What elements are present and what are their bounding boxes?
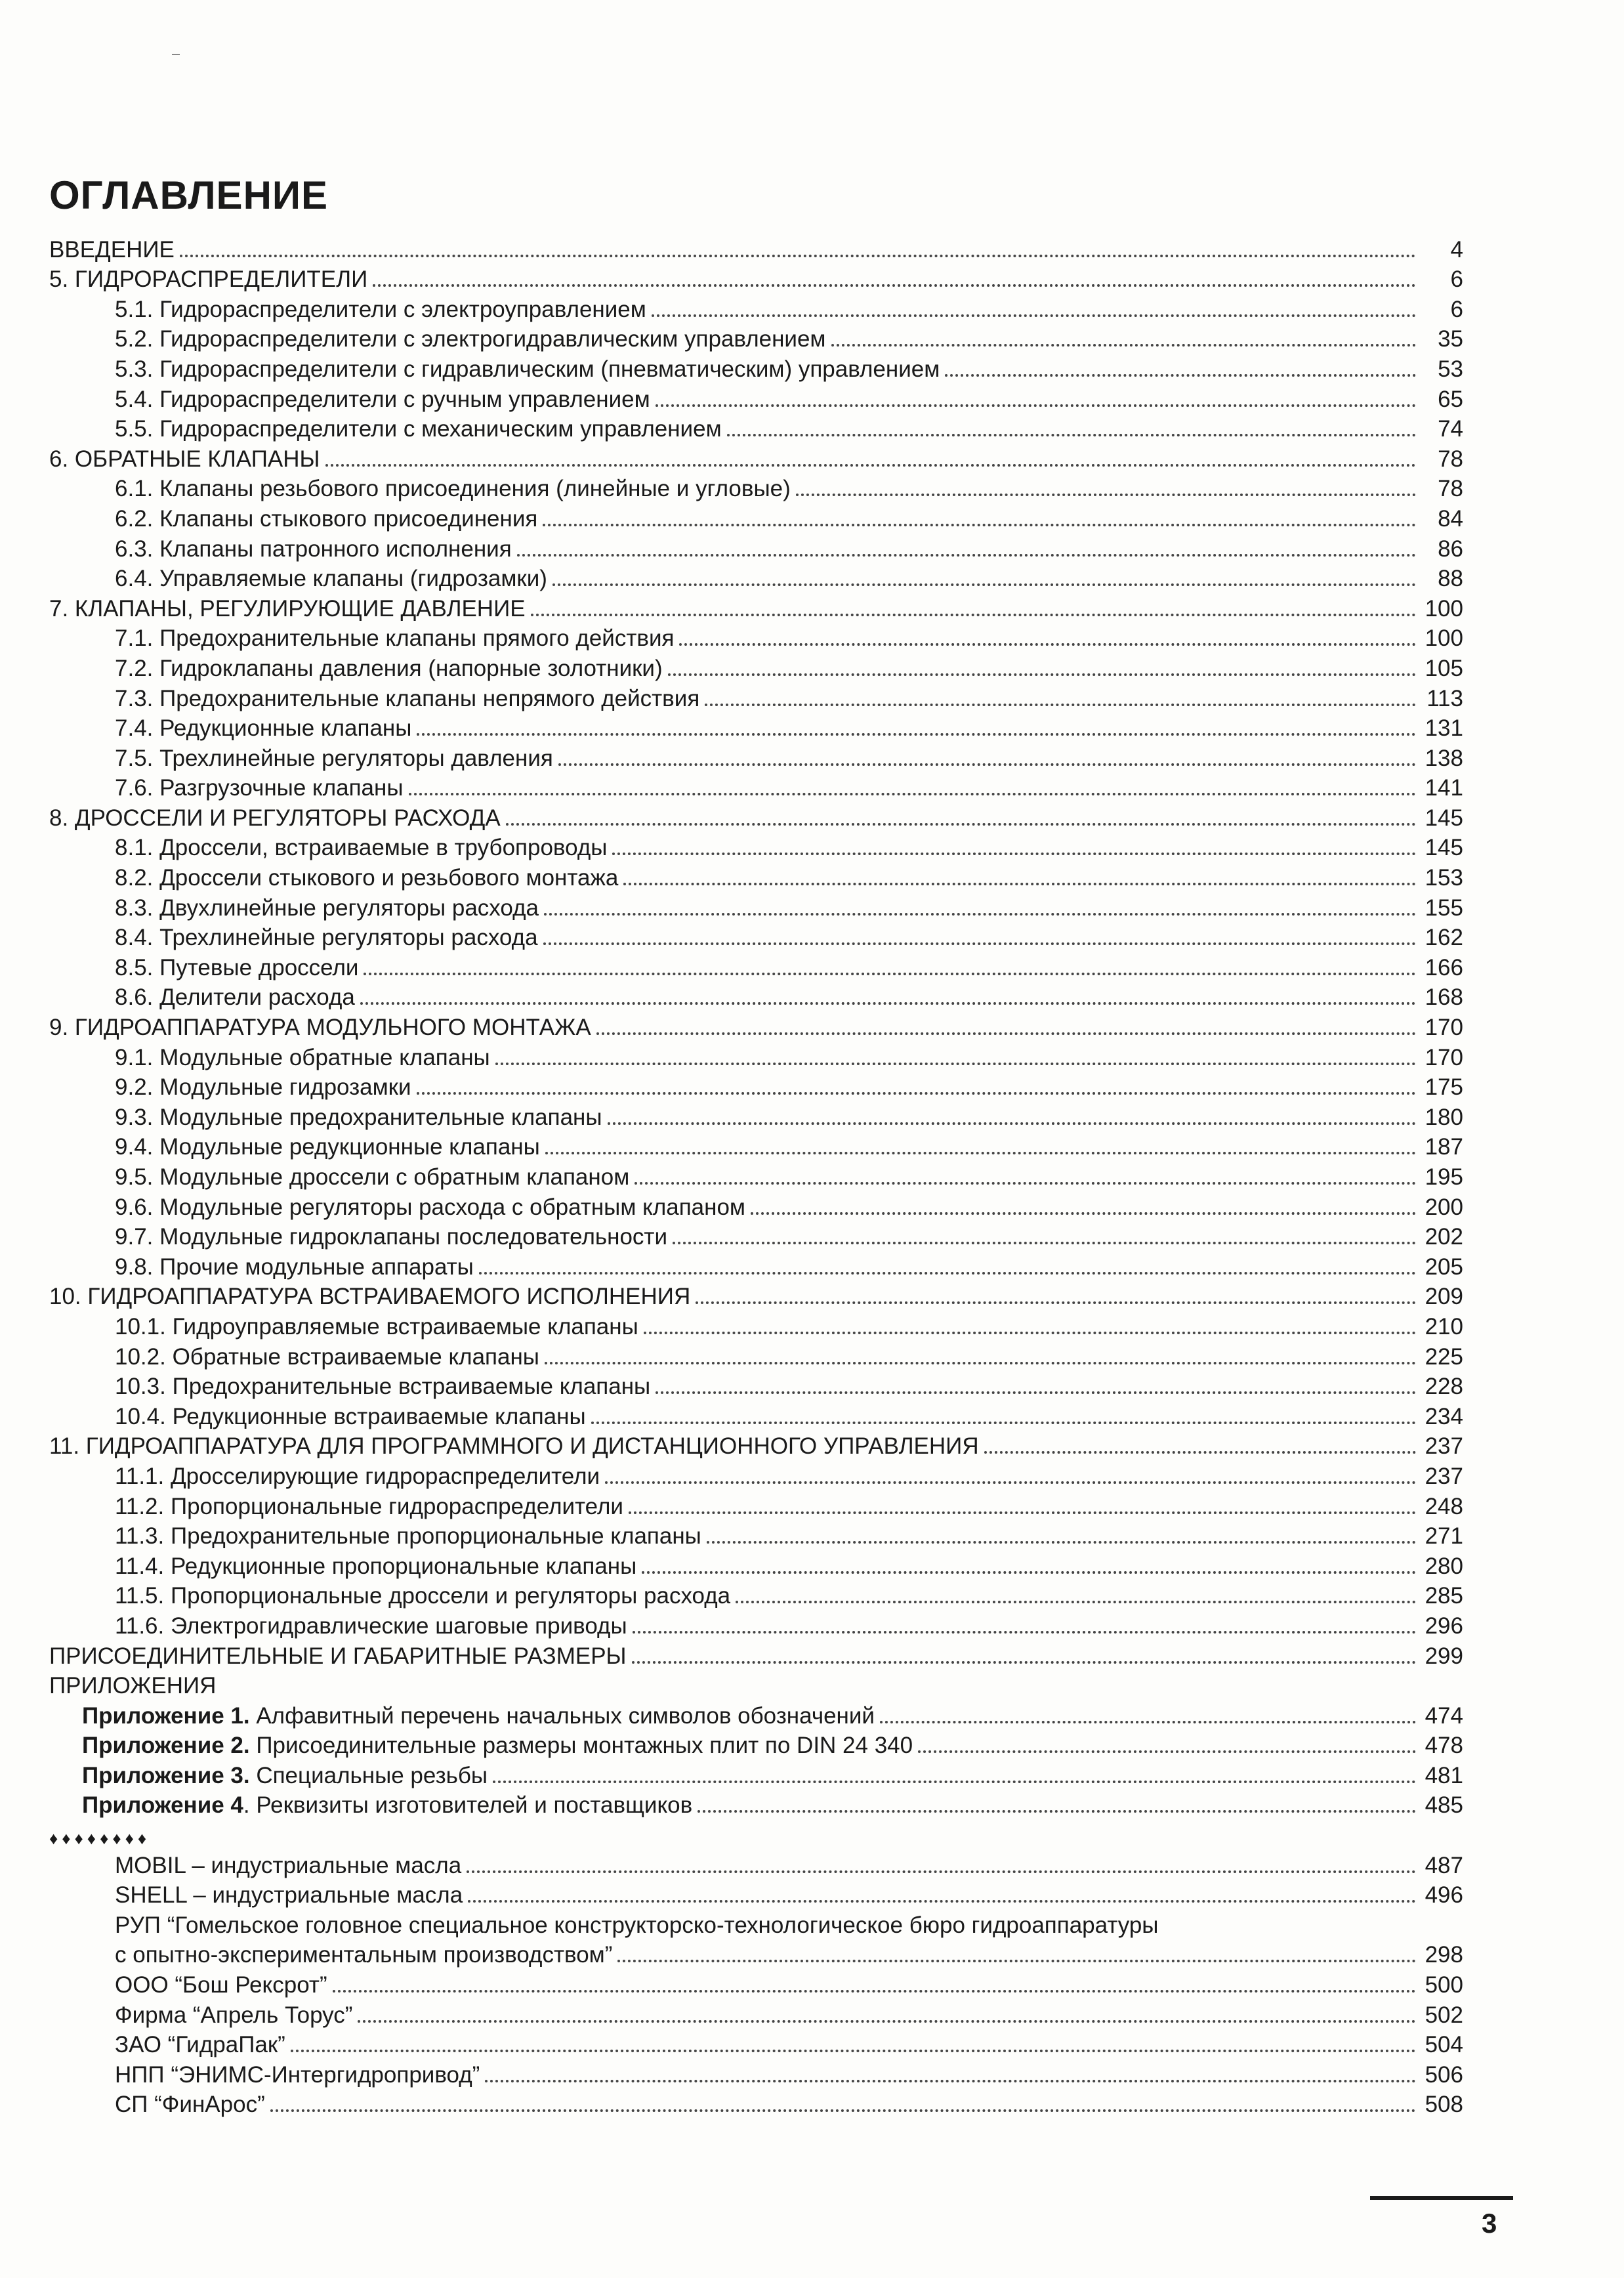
toc-entry [49,680,1463,710]
toc-entry [49,1308,1463,1338]
dot-leader [727,433,1416,436]
dot-leader [612,852,1416,855]
toc-entry [49,1069,1463,1099]
toc-page-number: 6 [1450,296,1463,322]
toc-entry [49,1966,1463,1996]
appendix-number: Приложение 1. [82,1702,250,1729]
toc-entry-label: 11.4. Редукционные пропорциональные клапаны [115,1553,637,1579]
toc-entry-label: 10.1. Гидроуправляемые встраиваемые клапаны [115,1313,638,1339]
toc-entry [49,471,1463,501]
toc-page-number: 478 [1425,1733,1463,1759]
toc-entry-label: 5.1. Гидрораспределители с электроуправлением [115,296,646,322]
dot-leader [736,1600,1416,1603]
toc-entry [49,321,1463,351]
toc-page-number: 500 [1425,1972,1463,1998]
toc-entry [49,1219,1463,1249]
toc-entry-label: ООО “Бош Рексрот” [115,1972,327,1998]
toc-entry [49,1518,1463,1548]
toc-page-number: 228 [1425,1374,1463,1400]
toc-page-number: 53 [1438,356,1463,382]
dot-leader [180,254,1416,257]
dot-leader [596,1032,1416,1035]
toc-entry-label [82,1794,695,1817]
toc-page-number: 209 [1425,1284,1463,1310]
dot-leader [545,1151,1416,1154]
appendix-title: Присоединительные размеры монтажных плит по DIN 24 340 [249,1733,913,1759]
toc-entry-label: 7. КЛАПАНЫ, РЕГУЛИРУЮЩИЕ ДАВЛЕНИЕ [49,595,526,622]
toc-entry [49,1607,1463,1637]
toc-page-number: 162 [1425,925,1463,951]
toc-page-number: 6 [1450,266,1463,293]
dot-leader [364,972,1416,975]
dot-leader [608,1122,1416,1125]
dot-leader [485,2079,1416,2082]
toc-page-number: 153 [1425,865,1463,891]
page-number: 3 [1482,2208,1497,2239]
toc-entry [49,979,1463,1009]
dot-leader [705,703,1416,706]
toc-entry-label: 6. ОБРАТНЫЕ КЛАПАНЫ [49,446,320,472]
dot-leader [558,763,1416,766]
toc-page-number: 180 [1425,1104,1463,1130]
toc-entry-label: 10.3. Предохранительные встраиваемые клапаны [115,1374,651,1400]
dot-leader [679,643,1416,646]
toc-entry [49,1578,1463,1608]
toc-page-number: 485 [1425,1792,1463,1819]
toc-page-number: 145 [1425,835,1463,861]
dot-leader [291,2049,1416,2052]
toc-entry [49,1996,1463,2027]
toc-page-number: 474 [1425,1702,1463,1729]
toc-entry [49,500,1463,530]
dot-leader [831,343,1417,347]
toc-page-number: 105 [1425,655,1463,681]
toc-entry-label: 5.3. Гидрораспределители с гидравлическим (пневматическим) управлением [115,356,940,382]
toc-section [49,1278,1463,1309]
toc-entry-label: 9.6. Модульные регуляторы расхода с обратным клапаном [115,1194,745,1220]
toc-entry [49,1158,1463,1189]
toc-entry [49,949,1463,979]
dot-leader [918,1750,1416,1753]
dot-leader [880,1720,1416,1723]
toc-page-number: 210 [1425,1313,1463,1339]
footer-rule [1370,2196,1513,2200]
toc-entry-label: 5.2. Гидрораспределители с электрогидравлическим управлением [115,326,826,352]
toc-page-number: 237 [1425,1463,1463,1489]
toc-page-number: 248 [1425,1493,1463,1519]
dot-leader [796,493,1416,496]
toc-entry [49,710,1463,740]
toc-entry [49,740,1463,770]
dot-leader [545,1361,1416,1364]
toc-page-number: 113 [1426,685,1463,711]
toc-entry-label: 8.4. Трехлинейные регуляторы расхода [115,925,538,951]
toc-entry-label: 6.1. Клапаны резьбового присоединения (линейные и угловые) [115,476,791,502]
toc-section [49,799,1463,830]
toc-entry-label: 7.4. Редукционные клапаны [115,715,412,742]
toc-page-number: 141 [1425,775,1463,801]
dot-leader [270,2109,1416,2112]
toc-page-number: 170 [1425,1044,1463,1070]
dot-leader [417,1091,1416,1095]
toc-entry [49,1847,1463,1877]
toc-entry [49,1817,1463,1847]
dot-leader [552,583,1416,586]
dot-leader [696,1301,1416,1304]
toc-entry-label: ВВЕДЕНИЕ [49,236,175,263]
dot-leader [617,1959,1416,1962]
toc-page-number: 155 [1425,895,1463,921]
toc-entry [49,381,1463,411]
toc-section [49,1428,1463,1458]
dot-leader [945,373,1416,377]
toc-entry-label: ПРИЛОЖЕНИЯ [49,1673,217,1699]
toc-entry [49,1697,1463,1727]
toc-entry [49,530,1463,560]
toc-entry-label: 9.3. Модульные предохранительные клапаны [115,1104,602,1130]
toc-page-number: 35 [1438,326,1463,352]
toc-page-number: 131 [1425,715,1463,742]
toc-entry [49,1757,1463,1787]
dot-leader [517,553,1416,557]
dot-leader [642,1571,1416,1574]
toc-section [49,1668,1463,1698]
toc-entry-label: 8.2. Дроссели стыкового и резьбового монтажа [115,865,619,891]
dot-leader [707,1540,1416,1544]
toc-entry-label: 7.6. Разгрузочные клапаны [115,775,404,801]
toc-entry-label [82,1734,915,1757]
toc-page-number: 74 [1438,416,1463,442]
dot-leader [543,942,1416,945]
appendix-number: Приложение 4 [82,1792,243,1819]
dot-leader [493,1780,1416,1783]
scan-speck [172,54,180,55]
toc-entry [49,1398,1463,1428]
toc-entry-label: 6.2. Клапаны стыкового присоединения [115,505,538,532]
dot-leader [697,1809,1416,1813]
table-of-contents [49,231,1463,2116]
dot-leader [495,1062,1416,1065]
toc-page-number: 205 [1425,1254,1463,1280]
toc-page-number: 65 [1438,386,1463,412]
toc-entry [49,1368,1463,1399]
toc-entry-label: SHELL – индустриальные масла [115,1882,463,1909]
dot-leader [506,822,1416,826]
toc-entry [49,2086,1463,2117]
appendix-number: Приложение 2. [82,1733,250,1759]
dot-leader [629,1511,1416,1514]
toc-page-number: 78 [1438,446,1463,472]
toc-page-number: 84 [1438,505,1463,532]
toc-entry [49,770,1463,800]
toc-page-number: 496 [1425,1882,1463,1909]
toc-page-number: 170 [1425,1015,1463,1041]
toc-page-number: 502 [1425,2002,1463,2028]
dot-leader [632,1660,1416,1664]
toc-entry [49,830,1463,860]
toc-entry-label: 7.5. Трехлинейные регуляторы давления [115,745,553,771]
toc-page-number: 271 [1425,1523,1463,1550]
toc-entry-label: 8. ДРОССЕЛИ И РЕГУЛЯТОРЫ РАСХОДА [49,805,501,831]
dot-leader [623,882,1416,885]
toc-entry-label: 10.4. Редукционные встраиваемые клапаны [115,1403,586,1429]
toc-entry [49,350,1463,381]
toc-entry [49,1937,1463,1967]
toc-entry [49,1488,1463,1518]
toc-entry [49,560,1463,591]
dot-leader [544,912,1416,916]
toc-page-number: 200 [1425,1194,1463,1220]
dot-leader [984,1450,1416,1454]
appendix-title: Специальные резьбы [249,1762,488,1788]
dot-leader [468,1899,1416,1903]
toc-entry [49,1129,1463,1159]
toc-entry [49,650,1463,680]
toc-entry-label: 7.2. Гидроклапаны давления (напорные золотники) [115,655,663,681]
dot-leader [591,1421,1416,1424]
toc-page-number: 100 [1425,625,1463,652]
toc-entry-label: 11.5. Пропорциональные дроссели и регуляторы расхода [115,1583,731,1609]
toc-entry [49,1458,1463,1488]
toc-entry-label: 11.6. Электрогидравлические шаговые приводы [115,1613,627,1639]
toc-page-number: 504 [1425,2032,1463,2058]
toc-entry [49,291,1463,321]
toc-entry-label: 10.2. Обратные встраиваемые клапаны [115,1343,539,1370]
dot-leader [333,1989,1416,1993]
toc-page-number: 202 [1425,1224,1463,1250]
toc-entry-label: СП “ФинАрос” [115,2092,265,2118]
dot-leader [644,1331,1416,1334]
toc-entry-label: 8.5. Путевые дроссели [115,954,359,981]
toc-entry-label: 9.8. Прочие модульные аппараты [115,1254,474,1280]
toc-page-number: 225 [1425,1343,1463,1370]
toc-entry [49,1548,1463,1578]
toc-section [49,440,1463,471]
dot-leader [325,463,1417,467]
toc-entry-label: 10. ГИДРОАППАРАТУРА ВСТРАИВАЕМОГО ИСПОЛНЕНИЯ [49,1284,691,1310]
toc-entry-label: 11.3. Предохранительные пропорциональные клапаны [115,1523,701,1550]
toc-page-number: 506 [1425,2061,1463,2088]
dot-leader [409,792,1417,795]
toc-entry-label: Фирма “Апрель Торус” [115,2002,353,2028]
toc-entry-label: 11.1. Дросселирующие гидрораспределители [115,1463,600,1489]
toc-entry-label: 6.4. Управляемые клапаны (гидрозамки) [115,566,547,592]
toc-entry-label: 11.2. Пропорциональные гидрораспределители [115,1493,623,1519]
toc-entry-label: 8.6. Делители расхода [115,984,355,1011]
dot-leader [656,404,1416,407]
toc-page-number: 166 [1425,954,1463,981]
toc-page-number: 296 [1425,1613,1463,1639]
appendix-number: Приложение 3. [82,1762,250,1788]
toc-entry [49,411,1463,441]
toc-page-number: 88 [1438,566,1463,592]
dot-leader [360,1002,1416,1005]
toc-page-number: 78 [1438,476,1463,502]
dot-leader [652,314,1416,317]
toc-section [49,261,1463,291]
toc-entry-label: 5.4. Гидрораспределители с ручным управлением [115,386,650,412]
toc-entry-label: 9.1. Модульные обратные клапаны [115,1044,490,1070]
toc-entry [49,919,1463,950]
toc-entry [49,1907,1463,1937]
dot-leader [417,732,1416,736]
page-title: ОГЛАВЛЕНИЕ [49,173,329,217]
dot-leader [635,1181,1416,1185]
toc-entry-label: РУП “Гомельское головное специальное конструкторско-технологическое бюро гидроаппаратуры [115,1912,1159,1938]
toc-entry [49,1877,1463,1907]
toc-entry-label: 5.5. Гидрораспределители с механическим управлением [115,416,722,442]
toc-entry [49,620,1463,650]
toc-page-number: 508 [1425,2092,1463,2118]
appendix-title: . Реквизиты изготовителей и поставщиков [243,1792,693,1819]
toc-page-number: 86 [1438,536,1463,562]
dot-leader [633,1630,1416,1634]
toc-entry [49,889,1463,919]
toc-entry [49,1039,1463,1069]
toc-page-number: 299 [1425,1643,1463,1669]
toc-entry-label: 9.2. Модульные гидрозамки [115,1074,411,1101]
toc-entry-label: 11. ГИДРОАППАРАТУРА ДЛЯ ПРОГРАММНОГО И ДИСТАНЦИОННОГО УПРАВЛЕНИЯ [49,1433,979,1460]
toc-entry-label: ПРИСОЕДИНИТЕЛЬНЫЕ И ГАБАРИТНЫЕ РАЗМЕРЫ [49,1643,627,1669]
dot-leader [467,1870,1416,1873]
toc-page-number: 237 [1425,1433,1463,1460]
toc-entry-label [82,1764,490,1787]
toc-entry-label: НПП “ЭНИМС-Интергидропривод” [115,2061,480,2088]
toc-page-number: 138 [1425,745,1463,771]
dot-leader [673,1241,1416,1244]
toc-entry-label: с опытно-экспериментальным производством” [115,1942,613,1968]
toc-entry [49,1248,1463,1278]
toc-section [49,590,1463,620]
toc-page-number: 187 [1425,1134,1463,1160]
toc-page-number: 175 [1425,1074,1463,1101]
appendix-title: Алфавитный перечень начальных символов обозначений [249,1702,875,1729]
dot-leader [543,523,1416,526]
toc-entry-label: 8.1. Дроссели, встраиваемые в трубопроводы [115,835,608,861]
toc-entry-label: 7.3. Предохранительные клапаны непрямого действия [115,685,700,711]
toc-page-number: 145 [1425,805,1463,831]
toc-entry [49,1338,1463,1368]
toc-section [49,231,1463,261]
toc-entry [49,1099,1463,1129]
toc-entry-label: 9.7. Модульные гидроклапаны последовательности [115,1224,668,1250]
toc-entry [49,2056,1463,2086]
dot-leader [531,613,1416,616]
toc-entry-label [82,1704,877,1727]
toc-page-number: 298 [1425,1942,1463,1968]
toc-page-number: 285 [1425,1583,1463,1609]
toc-section [49,1009,1463,1039]
toc-entry [49,1189,1463,1219]
toc-entry [49,859,1463,889]
dot-leader [751,1212,1416,1215]
toc-page-number: 234 [1425,1403,1463,1429]
toc-entry-label: MOBIL – индустриальные масла [115,1852,462,1878]
toc-entry-label: 7.1. Предохранительные клапаны прямого действия [115,625,675,652]
toc-page-number: 195 [1425,1164,1463,1190]
toc-entry-label: 9.4. Модульные редукционные клапаны [115,1134,540,1160]
toc-entry-label: 9. ГИДРОАППАРАТУРА МОДУЛЬНОГО МОНТАЖА [49,1015,591,1041]
toc-entry [49,1787,1463,1817]
toc-page-number: 481 [1425,1762,1463,1788]
toc-entry [49,2027,1463,2057]
toc-page-number: 4 [1450,236,1463,263]
dot-leader [668,673,1416,676]
toc-section [49,1637,1463,1668]
toc-page-number: 487 [1425,1852,1463,1878]
dot-leader [605,1481,1416,1484]
dot-leader [358,2019,1416,2023]
dot-leader [479,1271,1416,1275]
toc-entry-label: 6.3. Клапаны патронного исполнения [115,536,512,562]
toc-page-number: 168 [1425,984,1463,1011]
toc-entry-label: ЗАО “ГидраПак” [115,2032,285,2058]
toc-page-number: 100 [1425,595,1463,622]
toc-page-number: 280 [1425,1553,1463,1579]
toc-entry-label: ♦♦♦♦♦♦♦♦ [49,1828,151,1849]
toc-entry-label: 9.5. Модульные дроссели с обратным клапаном [115,1164,630,1190]
toc-entry-label: 8.3. Двухлинейные регуляторы расхода [115,895,539,921]
toc-entry-label: 5. ГИДРОРАСПРЕДЕЛИТЕЛИ [49,266,368,293]
toc-entry [49,1727,1463,1758]
dot-leader [373,284,1416,287]
dot-leader [656,1391,1416,1394]
